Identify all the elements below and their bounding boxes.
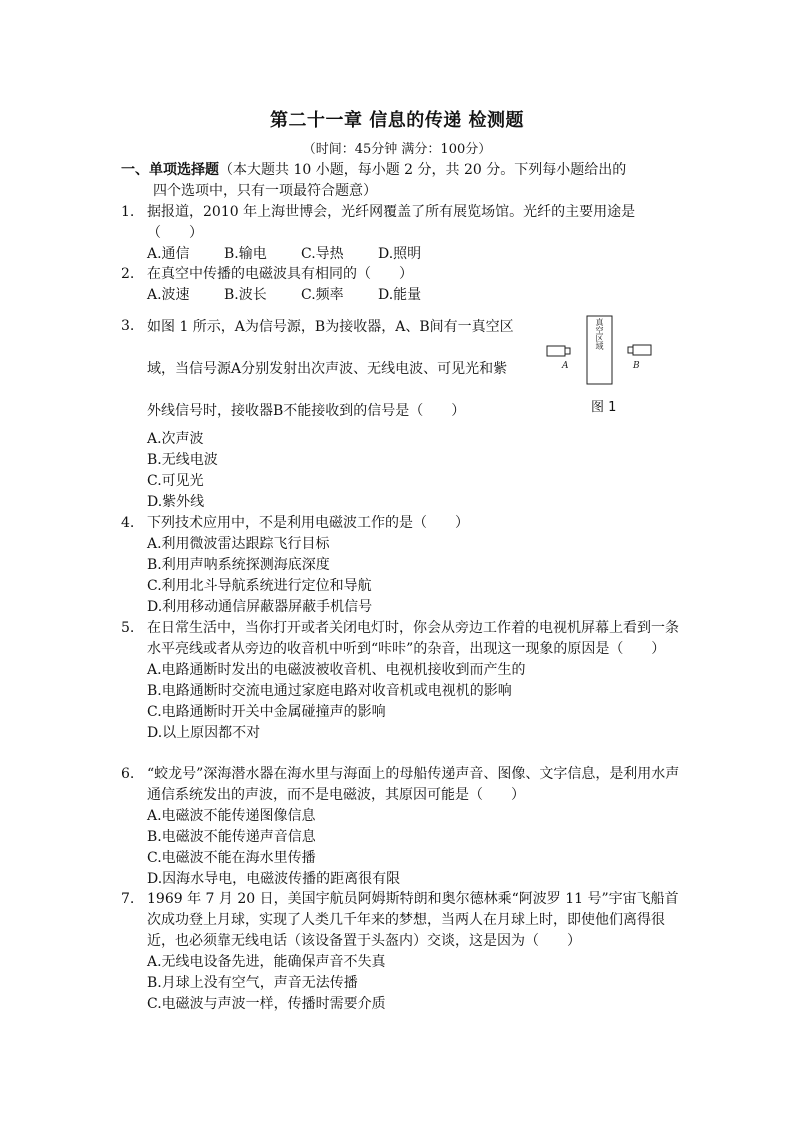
option-b: B.利用声呐系统探测海底深度 [147,557,330,573]
question-number: 2. [121,266,135,282]
option-b: B.电路通断时交流电通过家庭电路对收音机或电视机的影响 [147,683,512,699]
option-d: D.以上原因都不对 [147,725,261,741]
label-a: A [562,361,569,371]
question-stem-line-1: 如图 1 所示，A为信号源，B为接收器，A、B间有一真空区 [147,319,514,335]
question-number: 7. [121,891,135,907]
question-4 [121,513,681,618]
receiver-b-shape [633,345,651,355]
source-a-nozzle [565,348,570,354]
option-c: C.电路通断时开关中金属碰撞声的影响 [147,704,386,720]
page-subtitle: （时间：45分钟 满分：100分） [302,142,492,157]
section-title: 一、单项选择题 [121,162,219,178]
question-3-options [121,429,681,513]
vacuum-region-label: 真空区域 [595,318,604,350]
option-b: B.波长 [224,287,267,303]
option-d: D.利用移动通信屏蔽器屏蔽手机信号 [147,599,373,615]
option-d: D.照明 [378,246,422,262]
options-row [147,285,681,306]
options-row [147,244,681,265]
option-c: C.电磁波与声波一样，传播时需要介质 [147,996,386,1012]
option-a: A.通信 [147,246,190,262]
option-b: B.电磁波不能传递声音信息 [147,829,316,845]
option-a: A.波速 [147,287,190,303]
option-a: A.电路通断时发出的电磁波被收音机、电视机接收到而产生的 [147,662,526,678]
option-c: C.电磁波不能在海水里传播 [147,850,316,866]
question-number: 3. [121,318,135,334]
option-b: B.无线电波 [147,452,218,468]
question-6 [121,764,681,890]
question-stem: 据报道，2010 年上海世博会，光纤网覆盖了所有展览场馆。光纤的主要用途是（ ） [147,204,636,241]
option-c: C.频率 [301,287,344,303]
section-desc-1: （本大题共 10 小题，每小题 2 分，共 20 分。下列每小题给出的 [219,162,627,178]
option-c: C.利用北斗导航系统进行定位和导航 [147,578,372,594]
question-stem: 下列技术应用中，不是利用电磁波工作的是（ ） [147,515,469,531]
option-a: A.无线电设备先进，能确保声音不失真 [147,954,386,970]
option-c: C.可见光 [147,473,204,489]
section-heading [121,160,681,202]
figure-caption: 图 1 [591,400,617,415]
question-stem: 在日常生活中，当你打开或者关闭电灯时，你会从旁边工作着的电视机屏幕上看到一条水平亮线或者从旁边的收音机中听到“咔咔”的杂音，出现这一现象的原因是（ ） [147,620,679,657]
option-a: A.电磁波不能传递图像信息 [147,808,316,824]
label-b: B [633,361,640,371]
option-a: A.利用微波雷达跟踪飞行目标 [147,536,330,552]
question-2 [121,264,681,306]
section-desc-2: 四个选项中，只有一项最符合题意） [153,183,377,199]
question-stem: 1969 年 7 月 20 日，美国宇航员阿姆斯特朗和奥尔德林乘“阿波罗 11 号”宇宙飞船首次成功登上月球，实现了人类几千年来的梦想，当两人在月球上时，即使他们离得很近，也必须靠无线电话（该设备置于头盔内）交谈，这是因为（ ） [147,891,679,949]
receiver-b-nozzle [628,347,633,353]
option-b: B.输电 [224,246,267,262]
option-a: A.次声波 [147,431,204,447]
source-a-shape [547,346,565,356]
question-7 [121,889,681,1015]
question-stem: “蛟龙号”深海潜水器在海水里与海面上的母船传递声音、图像、文字信息，是利用水声通信系统发出的声波，而不是电磁波，其原因可能是（ ） [147,766,680,803]
option-c: C.导热 [301,246,344,262]
question-1 [121,202,681,265]
question-number: 4. [121,515,135,531]
question-number: 6. [121,766,135,782]
question-5 [121,618,681,744]
question-number: 5. [121,620,135,636]
question-stem-line-2: 域，当信号源A分别发射出次声波、无线电波、可见光和紫 [147,361,508,377]
page-title: 第二十一章 信息的传递 检测题 [269,110,525,131]
question-stem-line-3: 外线信号时，接收器B不能接收到的信号是（ ） [147,403,466,419]
option-b: B.月球上没有空气，声音无法传播 [147,975,358,991]
option-d: D.能量 [378,287,422,303]
question-stem: 在真空中传播的电磁波具有相同的（ ） [147,266,413,282]
option-d: D.紫外线 [147,494,205,510]
question-number: 1. [121,204,135,220]
option-d: D.因海水导电，电磁波传播的距离很有限 [147,871,401,887]
